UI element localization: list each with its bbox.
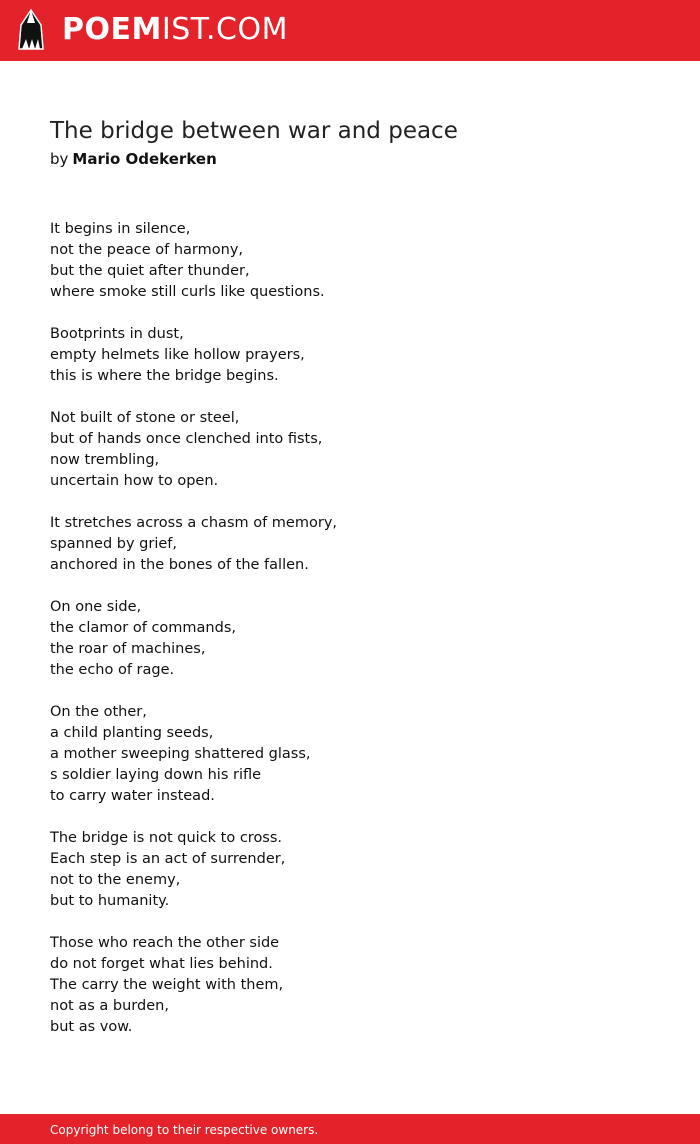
logo-text-strong: POEM — [62, 12, 162, 47]
poem-line: On one side, — [50, 599, 142, 615]
site-header — [0, 0, 700, 61]
poem-line: It begins in silence, — [50, 221, 191, 237]
poem-line: empty helmets like hollow prayers, — [50, 347, 305, 363]
poem-line: not the peace of harmony, — [50, 242, 244, 258]
poem-line: Those who reach the other side — [50, 935, 280, 951]
poem-line: a child planting seeds, — [50, 725, 214, 741]
poem-line: Not built of stone or steel, — [50, 410, 240, 426]
site-footer — [0, 1114, 700, 1144]
poem-line: not to the enemy, — [50, 872, 181, 888]
poem-line: but as vow. — [50, 1019, 133, 1035]
poem-line: a mother sweeping shattered glass, — [50, 746, 311, 762]
poem-line: Each step is an act of surrender, — [50, 851, 286, 867]
poem-stanza — [50, 597, 650, 681]
copyright-notice: Copyright belong to their respective owners. — [50, 1123, 319, 1137]
poem-line: On the other, — [50, 704, 147, 720]
poem-title: The bridge between war and peace — [50, 118, 458, 144]
poem-line: but to humanity. — [50, 893, 170, 909]
poem-stanza — [50, 933, 650, 1038]
poem-stanza — [50, 513, 650, 576]
poem-stanza — [50, 219, 650, 303]
pen-nib-icon — [18, 9, 44, 51]
poem-line: spanned by grief, — [50, 536, 177, 552]
poem-line: but the quiet after thunder, — [50, 263, 250, 279]
poem-line: but of hands once clenched into fists, — [50, 431, 323, 447]
poem-line: the roar of machines, — [50, 641, 206, 657]
poem-line: not as a burden, — [50, 998, 169, 1014]
poem-line: s soldier laying down his rifle — [50, 767, 262, 783]
poem-line: where smoke still curls like questions. — [50, 284, 325, 300]
poem-line: do not forget what lies behind. — [50, 956, 273, 972]
poem-line: It stretches across a chasm of memory, — [50, 515, 338, 531]
poem-line: to carry water instead. — [50, 788, 215, 804]
poem-line: this is where the bridge begins. — [50, 368, 279, 384]
byline-prefix: by — [50, 150, 69, 168]
poem-line: The carry the weight with them, — [50, 977, 284, 993]
poem-line: The bridge is not quick to cross. — [50, 830, 283, 846]
logo-text-light: IST.COM — [161, 12, 288, 47]
poem-byline — [50, 148, 217, 170]
poem-author: Mario Odekerken — [72, 150, 217, 168]
poem-body — [50, 219, 650, 1059]
site-logo-text — [62, 12, 288, 48]
poem-line: the clamor of commands, — [50, 620, 236, 636]
poem-stanza — [50, 408, 650, 492]
poem-line: Bootprints in dust, — [50, 326, 184, 342]
poem-stanza — [50, 828, 650, 912]
poem-stanza — [50, 324, 650, 387]
poem-stanza — [50, 702, 650, 807]
poem-line: the echo of rage. — [50, 662, 175, 678]
poem-line: now trembling, — [50, 452, 160, 468]
poem-line: anchored in the bones of the fallen. — [50, 557, 309, 573]
poem-line: uncertain how to open. — [50, 473, 219, 489]
